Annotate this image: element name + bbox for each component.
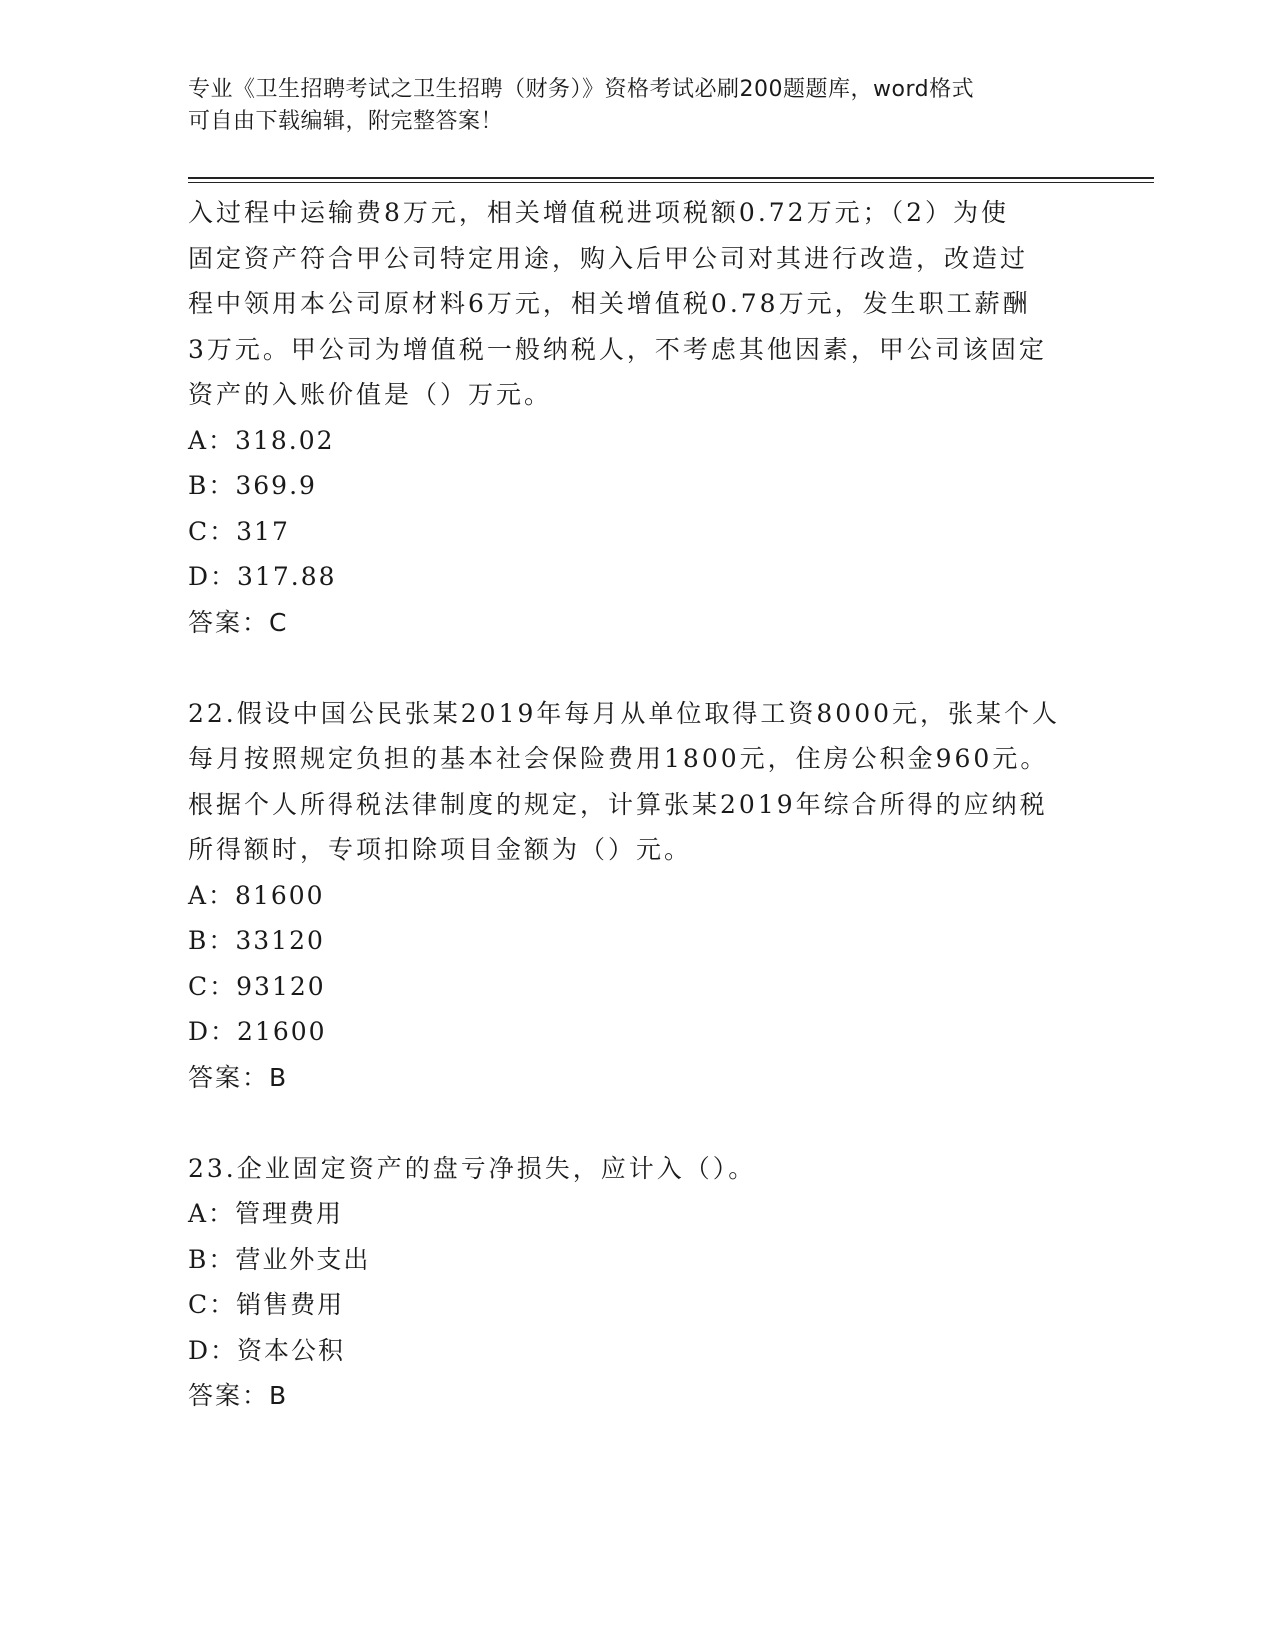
question-text-line: 所得额时，专项扣除项目金额为（）元。 [188,835,693,864]
question-text-line: 根据个人所得税法律制度的规定，计算张某2019年综合所得的应纳税 [188,789,1048,819]
spacer [188,645,1088,691]
question-block-22 [188,691,1088,1101]
document-body [188,190,1088,1419]
option-d: D：资本公积 [188,1335,346,1365]
option-c: C：93120 [188,971,326,1001]
header-divider-thin [188,182,1154,183]
option-a: A：81600 [188,880,325,910]
question-text-line: 入过程中运输费8万元，相关增值税进项税额0.72万元；（2）为使 [188,198,1009,227]
answer-line: 答案：C [188,607,289,637]
header-line-2: 可自由下载编辑，附完整答案！ [188,109,504,134]
option-d: D：21600 [188,1017,327,1046]
option-b: B：营业外支出 [188,1244,371,1274]
option-a: A：管理费用 [188,1199,344,1228]
question-text-line: 22.假设中国公民张某2019年每月从单位取得工资8000元，张某个人 [188,698,1061,728]
question-text-line: 23.企业固定资产的盘亏净损失，应计入（）。 [188,1153,757,1183]
question-text-line: 每月按照规定负担的基本社会保险费用1800元，住房公积金960元。 [188,744,1049,773]
question-block-21 [188,190,1088,645]
answer-line: 答案：B [188,1381,289,1410]
question-block-23 [188,1146,1088,1419]
option-d: D：317.88 [188,562,337,591]
question-text-line: 资产的入账价值是（）万元。 [188,380,553,409]
option-b: B：369.9 [188,471,317,500]
header-line-1: 专业《卫生招聘考试之卫生招聘（财务）》资格考试必刷200题题库，word格式 [188,77,975,102]
option-a: A：318.02 [188,425,335,455]
option-c: C：317 [188,516,290,546]
answer-line: 答案：B [188,1062,289,1092]
question-text-line: 3万元。甲公司为增值税一般纳税人，不考虑其他因素，甲公司该固定 [188,334,1047,364]
spacer [188,1100,1088,1146]
question-text-line: 程中领用本公司原材料6万元，相关增值税0.78万元，发生职工薪酬 [188,289,1031,318]
question-text-line: 固定资产符合甲公司特定用途，购入后甲公司对其进行改造，改造过 [188,243,1029,273]
document-header [188,74,1088,138]
option-b: B：33120 [188,926,325,955]
header-divider-thick [188,177,1154,179]
option-c: C：销售费用 [188,1290,345,1319]
